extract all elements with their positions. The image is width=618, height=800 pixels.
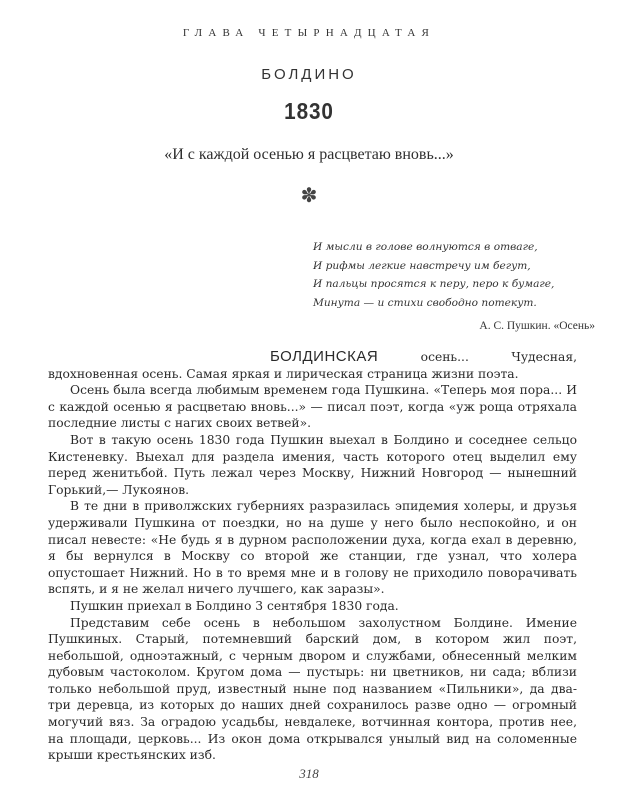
body-paragraph: В те дни в приволжских губерниях разразилась эпидемия холеры, и друзья удерживали Пушкина от поездки, но на душе у него было неспокойно, и он писал невесте: «Не будь я в дурном расположении духа, когда ехал в деревню, я бы вернулся в Москву со второй же станции, где узнал, что холера опустошает Нижний. Но в то время мне и в голову не приходило поворачивать вспять, и я не желал ничего лучшего, как заразы». — [48, 499, 577, 597]
epigraph-line: И рифмы легкие навстречу им бегут, — [313, 259, 531, 272]
page-number: 318 — [299, 766, 319, 781]
epigraph-attribution: А. С. Пушкин. «Осень» — [479, 320, 595, 332]
body-paragraph: Представим себе осень в небольшом захолустном Болдине. Имение Пушкиных. Старый, потемневший барский дом, в котором жил поэт, небольшой, одноэтажный, с черным двором и службами, обнесенный мелким дубовым частоколом. Кругом дома — пустырь: ни цветников, ни сада; вблизи только небольшой пруд, известный ныне под названием «Пильники», да два-три деревца, из которых до наших дней сохранилось разве одно — огромный могучий вяз. За оградою усадьбы, невдалеке, вотчинная контора, против нее, на площади, церковь... Из окон дома открывался унылый вид на соломенные крыши крестьянских изб. — [48, 615, 577, 763]
epigraph — [313, 238, 603, 336]
paragraph-text: осень... Чудесная, вдохновенная осень. Самая яркая и лирическая страница жизни поэта. — [48, 350, 577, 381]
chapter-subtitle: «И с каждой осенью я расцветаю вновь...» — [164, 146, 454, 163]
asterisk-ornament-icon: ✽ — [300, 183, 318, 207]
body-text — [48, 349, 577, 764]
epigraph-line: Минута — и стихи свободно потекут. — [313, 296, 537, 309]
epigraph-line: И мысли в голове волнуются в отваге, — [313, 241, 538, 253]
chapter-place-title: БОЛДИНО — [261, 66, 357, 83]
body-paragraph: Вот в такую осень 1830 года Пушкин выехал в Болдино и соседнее сельцо Кистеневку. Выехал для раздела имения, часть которого отец выделил ему перед женитьбой. Путь лежал через Москву, Нижний Новгород — нынешний Горький,— Лукоянов. — [48, 432, 577, 497]
lead-word: БОЛДИНСКАЯ — [270, 348, 379, 365]
body-paragraph — [48, 349, 577, 382]
chapter-year: 1830 — [284, 98, 334, 124]
body-paragraph: Осень была всегда любимым временем года Пушкина. «Теперь моя пора... И с каждой осенью я расцветаю вновь...» — писал поэт, когда «уж роща отряхала последние листы с нагих своих ветвей». — [48, 383, 577, 431]
chapter-heading: ГЛАВА ЧЕТЫРНАДЦАТАЯ — [182, 27, 436, 39]
body-paragraph: Пушкин приехал в Болдино 3 сентября 1830 года. — [70, 598, 399, 613]
epigraph-line: И пальцы просятся к перу, перо к бумаге, — [313, 278, 555, 290]
